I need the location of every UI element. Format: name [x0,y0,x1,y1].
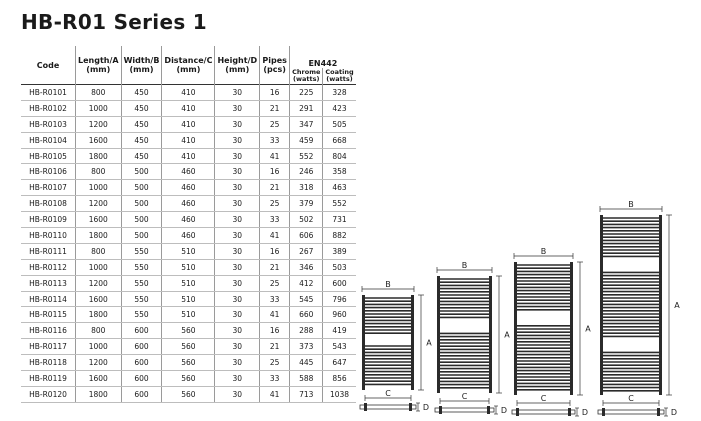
bracket-post [364,403,367,411]
table-cell: 410 [162,132,215,148]
table-cell: 379 [290,196,323,212]
table-cell: 600 [121,339,162,355]
table-cell: 246 [290,164,323,180]
table-cell: 550 [121,243,162,259]
table-cell: 463 [323,180,356,196]
table-cell: 606 [290,228,323,244]
table-cell: 30 [215,355,260,371]
table-cell: 30 [215,339,260,355]
table-cell: 30 [215,307,260,323]
table-cell: 1800 [76,307,122,323]
col-width-header: Width/B (mm) [121,46,162,85]
table-cell: 804 [323,148,356,164]
bracket-post [516,408,519,416]
dimension-c-label: C [461,392,468,401]
table-cell: 800 [76,85,122,101]
table-cell: HB-R0112 [21,259,76,275]
table-cell: 30 [215,85,260,101]
table-cell: 510 [162,275,215,291]
table-cell: HB-R0106 [21,164,76,180]
table-cell: 600 [121,355,162,371]
table-cell: 347 [290,116,323,132]
table-cell: 600 [121,371,162,387]
table-cell: 33 [260,371,290,387]
table-cell: 30 [215,323,260,339]
table-cell: 267 [290,243,323,259]
table-cell: 16 [260,85,290,101]
table-cell: 460 [162,164,215,180]
dimension-b-label: B [385,280,391,289]
table-cell: HB-R0116 [21,323,76,339]
table-cell: 1000 [76,180,122,196]
table-cell: 450 [121,148,162,164]
table-cell: 1800 [76,386,122,402]
table-cell: 1800 [76,148,122,164]
table-cell: 460 [162,228,215,244]
table-cell: 30 [215,164,260,180]
table-cell: HB-R0108 [21,196,76,212]
bracket-post [657,408,660,416]
table-cell: 1200 [76,355,122,371]
table-cell: 450 [121,116,162,132]
bracket-post [439,406,442,414]
table-cell: 41 [260,148,290,164]
table-cell: HB-R0119 [21,371,76,387]
table-cell: 505 [323,116,356,132]
table-cell: 25 [260,355,290,371]
table-cell: 288 [290,323,323,339]
table-cell: HB-R0109 [21,212,76,228]
table-cell: 21 [260,180,290,196]
table-cell: 1200 [76,275,122,291]
table-cell: 459 [290,132,323,148]
table-cell: 21 [260,339,290,355]
bracket-view [598,410,664,414]
table-cell: HB-R0113 [21,275,76,291]
dimension-c-label: C [540,394,547,403]
col-coating-header: Coating (watts) [325,68,354,83]
col-en442-header: EN442 [308,59,338,68]
table-cell: 550 [121,291,162,307]
table-cell: HB-R0105 [21,148,76,164]
table-cell: HB-R0110 [21,228,76,244]
table-cell: 16 [260,164,290,180]
table-cell: 30 [215,259,260,275]
table-cell: 423 [323,100,356,116]
table-cell: 30 [215,196,260,212]
table-cell: 346 [290,259,323,275]
table-cell: 33 [260,212,290,228]
table-cell: 30 [215,100,260,116]
table-cell: 318 [290,180,323,196]
table-cell: 560 [162,339,215,355]
table-cell: 600 [121,386,162,402]
dimension-d-label: D [670,408,678,417]
table-cell: 510 [162,307,215,323]
table-cell: 30 [215,243,260,259]
radiator-side-rail [411,295,414,390]
table-cell: 445 [290,355,323,371]
col-code-header: Code [21,46,76,85]
table-cell: 16 [260,323,290,339]
dimension-a-label: A [674,301,680,310]
dimension-b-label: B [540,247,547,256]
table-cell: 30 [215,212,260,228]
table-cell: HB-R0120 [21,386,76,402]
table-cell: HB-R0103 [21,116,76,132]
table-cell: 410 [162,85,215,101]
col-height-header: Height/D (mm) [215,46,260,85]
table-cell: 731 [323,212,356,228]
dimension-d-label: D [500,406,508,415]
table-cell: 389 [323,243,356,259]
table-cell: 450 [121,85,162,101]
table-cell: 460 [162,212,215,228]
table-cell: 1600 [76,371,122,387]
table-cell: 25 [260,116,290,132]
table-cell: 660 [290,307,323,323]
dimension-b-label: B [461,261,468,270]
dimension-d-label: D [422,403,430,412]
table-cell: 30 [215,180,260,196]
table-cell: 560 [162,355,215,371]
table-cell: 668 [323,132,356,148]
bracket-post [602,408,605,416]
table-cell: 450 [121,100,162,116]
dimension-a-label: A [426,338,432,348]
table-cell: HB-R0118 [21,355,76,371]
table-cell: HB-R0115 [21,307,76,323]
table-cell: HB-R0104 [21,132,76,148]
table-cell: 373 [290,339,323,355]
col-distance-header: Distance/C (mm) [162,46,215,85]
table-cell: 419 [323,323,356,339]
table-cell: HB-R0107 [21,180,76,196]
table-cell: 552 [323,196,356,212]
table-cell: 550 [121,259,162,275]
table-cell: 500 [121,196,162,212]
table-cell: 800 [76,164,122,180]
table-cell: 1000 [76,339,122,355]
table-cell: 510 [162,291,215,307]
table-cell: 1200 [76,196,122,212]
table-cell: 291 [290,100,323,116]
table-cell: 503 [323,259,356,275]
table-cell: 30 [215,116,260,132]
table-cell: 33 [260,132,290,148]
table-cell: 560 [162,371,215,387]
col-length-header: Length/A (mm) [76,46,122,85]
table-cell: HB-R0114 [21,291,76,307]
table-cell: 647 [323,355,356,371]
table-cell: 510 [162,259,215,275]
table-cell: 21 [260,100,290,116]
bracket-view [360,405,416,409]
table-cell: 600 [121,323,162,339]
table-cell: 856 [323,371,356,387]
col-pipes-header: Pipes (pcs) [260,46,290,85]
table-cell: 1000 [76,259,122,275]
table-cell: 550 [121,307,162,323]
table-cell: 1600 [76,291,122,307]
table-cell: 30 [215,291,260,307]
table-cell: 588 [290,371,323,387]
dimension-a-label: A [504,330,510,340]
bracket-post [568,408,571,416]
table-cell: 560 [162,323,215,339]
table-cell: 41 [260,307,290,323]
table-cell: 410 [162,116,215,132]
table-cell: 460 [162,196,215,212]
table-cell: 1600 [76,132,122,148]
dimension-c-label: C [628,394,634,403]
table-cell: HB-R0102 [21,100,76,116]
table-cell: 502 [290,212,323,228]
table-cell: HB-R0101 [21,85,76,101]
table-cell: 560 [162,386,215,402]
dimension-a-label: A [585,324,591,334]
dimension-b-label: B [628,200,634,209]
table-cell: 328 [323,85,356,101]
table-cell: HB-R0111 [21,243,76,259]
bracket-post [409,403,412,411]
table-cell: 30 [215,275,260,291]
table-cell: 30 [215,228,260,244]
table-cell: 25 [260,196,290,212]
table-cell: 16 [260,243,290,259]
table-cell: 30 [215,148,260,164]
table-cell: 800 [76,323,122,339]
dimension-d-label: D [581,408,589,417]
table-cell: 21 [260,259,290,275]
table-cell: 225 [290,85,323,101]
table-cell: 552 [290,148,323,164]
table-cell: 800 [76,243,122,259]
table-cell: 460 [162,180,215,196]
table-cell: 25 [260,275,290,291]
table-cell: 33 [260,291,290,307]
page-title: HB-R01 Series 1 [21,10,208,34]
bracket-view [512,410,575,414]
table-cell: 412 [290,275,323,291]
table-cell: 500 [121,180,162,196]
col-chrome-header: Chrome (watts) [290,68,323,85]
table-cell: 545 [290,291,323,307]
bracket-view [435,408,494,412]
table-cell: 1200 [76,116,122,132]
table-cell: 450 [121,132,162,148]
table-cell: 500 [121,212,162,228]
radiator-side-rail [362,295,365,390]
table-cell: 1038 [323,386,356,402]
table-cell: 410 [162,100,215,116]
table-cell: 713 [290,386,323,402]
table-cell: 41 [260,386,290,402]
table-cell: 500 [121,228,162,244]
table-cell: 41 [260,228,290,244]
table-cell: 600 [323,275,356,291]
table-cell: 1600 [76,212,122,228]
table-cell: 550 [121,275,162,291]
table-cell: 358 [323,164,356,180]
table-cell: 30 [215,371,260,387]
table-cell: 882 [323,228,356,244]
table-cell: 543 [323,339,356,355]
dimension-c-label: C [385,389,391,398]
table-cell: HB-R0117 [21,339,76,355]
table-cell: 1000 [76,100,122,116]
table-cell: 960 [323,307,356,323]
table-cell: 510 [162,243,215,259]
table-cell: 410 [162,148,215,164]
bracket-post [487,406,490,414]
table-cell: 500 [121,164,162,180]
table-cell: 796 [323,291,356,307]
table-cell: 1800 [76,228,122,244]
table-cell: 30 [215,132,260,148]
table-cell: 30 [215,386,260,402]
